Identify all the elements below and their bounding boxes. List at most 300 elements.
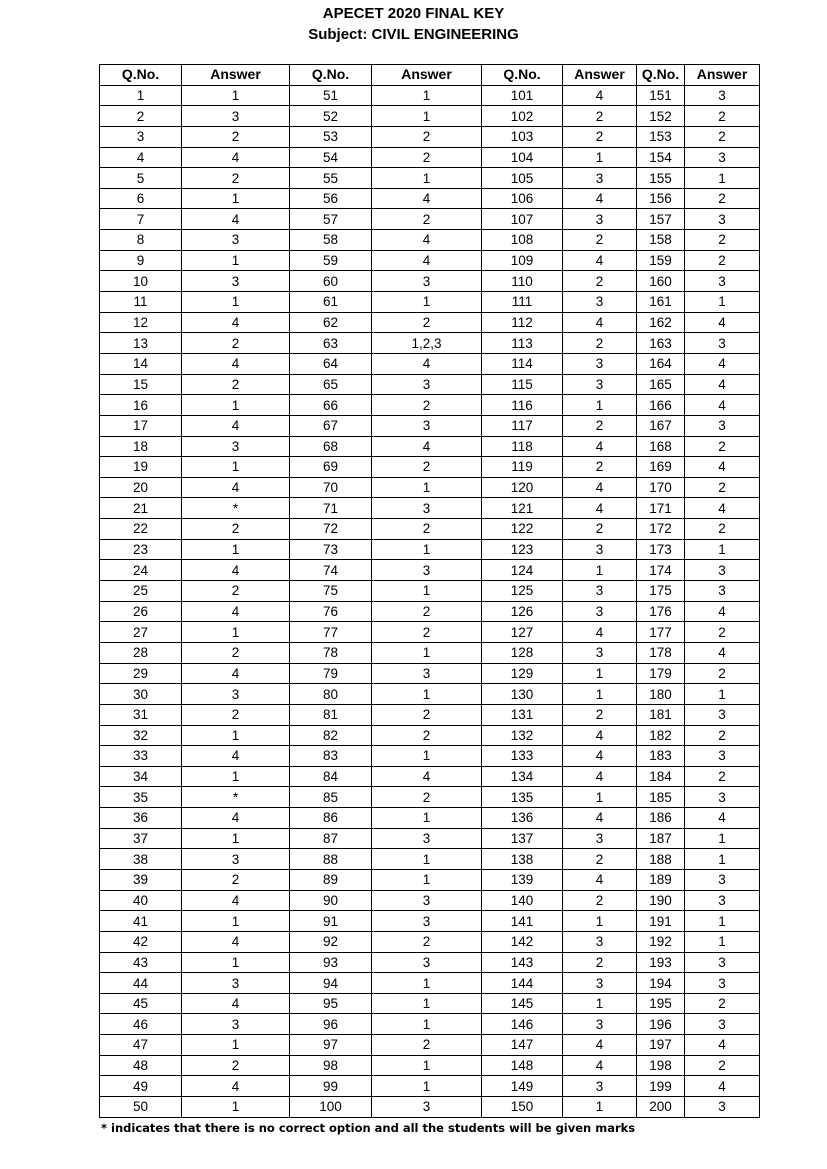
question-number-cell: 75 bbox=[290, 581, 372, 602]
answer-cell: 3 bbox=[182, 849, 290, 870]
answer-cell: 4 bbox=[685, 1035, 760, 1056]
answer-cell: 3 bbox=[372, 415, 482, 436]
question-number-cell: 152 bbox=[637, 106, 685, 127]
answer-cell: 1 bbox=[182, 952, 290, 973]
answer-cell: 4 bbox=[685, 1076, 760, 1097]
question-number-cell: 58 bbox=[290, 230, 372, 251]
answer-cell: 4 bbox=[182, 209, 290, 230]
question-number-cell: 37 bbox=[100, 828, 182, 849]
answer-cell: 1,2,3 bbox=[372, 333, 482, 354]
question-number-cell: 92 bbox=[290, 931, 372, 952]
answer-cell: 2 bbox=[685, 993, 760, 1014]
answer-cell: 3 bbox=[685, 560, 760, 581]
answer-cell: 2 bbox=[182, 1055, 290, 1076]
question-number-cell: 47 bbox=[100, 1035, 182, 1056]
answer-cell: 1 bbox=[372, 292, 482, 313]
answer-cell: 1 bbox=[372, 1076, 482, 1097]
answer-key-body bbox=[100, 85, 760, 1117]
answer-cell: 2 bbox=[685, 766, 760, 787]
question-number-cell: 80 bbox=[290, 684, 372, 705]
question-number-cell: 192 bbox=[637, 931, 685, 952]
question-number-cell: 31 bbox=[100, 704, 182, 725]
question-number-cell: 182 bbox=[637, 725, 685, 746]
answer-cell: 2 bbox=[372, 457, 482, 478]
question-number-cell: 186 bbox=[637, 808, 685, 829]
table-row bbox=[100, 684, 760, 705]
question-number-cell: 125 bbox=[482, 581, 563, 602]
answer-cell: 1 bbox=[563, 147, 637, 168]
answer-cell: 1 bbox=[182, 766, 290, 787]
question-number-cell: 118 bbox=[482, 436, 563, 457]
question-number-cell: 181 bbox=[637, 704, 685, 725]
answer-cell: 1 bbox=[685, 911, 760, 932]
answer-cell: 2 bbox=[563, 230, 637, 251]
table-row bbox=[100, 1097, 760, 1118]
answer-cell: 1 bbox=[372, 106, 482, 127]
question-number-cell: 129 bbox=[482, 663, 563, 684]
question-number-cell: 44 bbox=[100, 973, 182, 994]
table-row bbox=[100, 1035, 760, 1056]
answer-cell: 2 bbox=[685, 188, 760, 209]
answer-cell: 1 bbox=[563, 787, 637, 808]
table-row bbox=[100, 808, 760, 829]
answer-cell: 1 bbox=[182, 457, 290, 478]
question-number-cell: 145 bbox=[482, 993, 563, 1014]
answer-cell: 2 bbox=[372, 209, 482, 230]
answer-cell: 1 bbox=[372, 85, 482, 106]
answer-cell: 1 bbox=[563, 684, 637, 705]
question-number-cell: 180 bbox=[637, 684, 685, 705]
answer-cell: 1 bbox=[182, 395, 290, 416]
question-number-cell: 131 bbox=[482, 704, 563, 725]
answer-cell: 3 bbox=[685, 209, 760, 230]
question-number-cell: 113 bbox=[482, 333, 563, 354]
answer-cell: 3 bbox=[563, 292, 637, 313]
table-row bbox=[100, 292, 760, 313]
answer-cell: 4 bbox=[563, 746, 637, 767]
answer-cell: 3 bbox=[563, 601, 637, 622]
question-number-cell: 35 bbox=[100, 787, 182, 808]
question-number-cell: 167 bbox=[637, 415, 685, 436]
answer-cell: 4 bbox=[372, 250, 482, 271]
answer-cell: 1 bbox=[182, 539, 290, 560]
question-number-cell: 2 bbox=[100, 106, 182, 127]
table-row bbox=[100, 168, 760, 189]
question-number-cell: 43 bbox=[100, 952, 182, 973]
answer-cell: 4 bbox=[182, 993, 290, 1014]
question-number-cell: 124 bbox=[482, 560, 563, 581]
question-number-cell: 45 bbox=[100, 993, 182, 1014]
answer-cell: 3 bbox=[372, 911, 482, 932]
question-number-cell: 81 bbox=[290, 704, 372, 725]
answer-cell: 2 bbox=[563, 271, 637, 292]
question-number-cell: 144 bbox=[482, 973, 563, 994]
answer-cell: 2 bbox=[182, 704, 290, 725]
table-row bbox=[100, 353, 760, 374]
question-number-cell: 183 bbox=[637, 746, 685, 767]
answer-cell: 4 bbox=[563, 622, 637, 643]
answer-cell: 4 bbox=[685, 457, 760, 478]
answer-cell: 4 bbox=[372, 230, 482, 251]
question-number-cell: 97 bbox=[290, 1035, 372, 1056]
answer-cell: 3 bbox=[563, 973, 637, 994]
answer-cell: 2 bbox=[563, 457, 637, 478]
answer-cell: 4 bbox=[563, 1035, 637, 1056]
table-row bbox=[100, 746, 760, 767]
question-number-cell: 51 bbox=[290, 85, 372, 106]
question-number-cell: 105 bbox=[482, 168, 563, 189]
question-number-cell: 66 bbox=[290, 395, 372, 416]
question-number-cell: 177 bbox=[637, 622, 685, 643]
answer-cell: 2 bbox=[685, 725, 760, 746]
answer-cell: 1 bbox=[372, 849, 482, 870]
question-number-cell: 154 bbox=[637, 147, 685, 168]
question-number-cell: 14 bbox=[100, 353, 182, 374]
answer-cell: 3 bbox=[685, 333, 760, 354]
table-row bbox=[100, 498, 760, 519]
table-row bbox=[100, 271, 760, 292]
question-number-cell: 140 bbox=[482, 890, 563, 911]
question-number-cell: 65 bbox=[290, 374, 372, 395]
question-number-cell: 96 bbox=[290, 1014, 372, 1035]
question-number-cell: 74 bbox=[290, 560, 372, 581]
table-row bbox=[100, 188, 760, 209]
table-row bbox=[100, 519, 760, 540]
question-number-cell: 61 bbox=[290, 292, 372, 313]
question-number-cell: 198 bbox=[637, 1055, 685, 1076]
question-number-cell: 136 bbox=[482, 808, 563, 829]
answer-cell: 3 bbox=[563, 209, 637, 230]
answer-cell: 2 bbox=[563, 106, 637, 127]
question-number-cell: 187 bbox=[637, 828, 685, 849]
question-number-cell: 135 bbox=[482, 787, 563, 808]
answer-cell: 4 bbox=[182, 890, 290, 911]
answer-cell: 2 bbox=[563, 890, 637, 911]
question-number-cell: 85 bbox=[290, 787, 372, 808]
question-number-cell: 123 bbox=[482, 539, 563, 560]
table-row bbox=[100, 931, 760, 952]
table-row bbox=[100, 601, 760, 622]
table-row bbox=[100, 106, 760, 127]
answer-cell: 4 bbox=[563, 312, 637, 333]
answer-cell: 4 bbox=[182, 312, 290, 333]
table-row bbox=[100, 374, 760, 395]
answer-cell: 2 bbox=[685, 477, 760, 498]
column-header-qno: Q.No. bbox=[100, 65, 182, 86]
question-number-cell: 60 bbox=[290, 271, 372, 292]
question-number-cell: 134 bbox=[482, 766, 563, 787]
question-number-cell: 163 bbox=[637, 333, 685, 354]
answer-cell: 4 bbox=[563, 436, 637, 457]
question-number-cell: 165 bbox=[637, 374, 685, 395]
table-row bbox=[100, 849, 760, 870]
table-row bbox=[100, 126, 760, 147]
answer-cell: 3 bbox=[563, 353, 637, 374]
answer-cell: 3 bbox=[685, 704, 760, 725]
question-number-cell: 63 bbox=[290, 333, 372, 354]
answer-cell: 3 bbox=[563, 1076, 637, 1097]
question-number-cell: 17 bbox=[100, 415, 182, 436]
answer-cell: 1 bbox=[372, 869, 482, 890]
answer-cell: 4 bbox=[182, 931, 290, 952]
question-number-cell: 49 bbox=[100, 1076, 182, 1097]
answer-cell: 2 bbox=[372, 725, 482, 746]
question-number-cell: 111 bbox=[482, 292, 563, 313]
question-number-cell: 112 bbox=[482, 312, 563, 333]
question-number-cell: 139 bbox=[482, 869, 563, 890]
question-number-cell: 9 bbox=[100, 250, 182, 271]
answer-cell: 4 bbox=[182, 147, 290, 168]
answer-cell: 2 bbox=[372, 931, 482, 952]
question-number-cell: 107 bbox=[482, 209, 563, 230]
answer-cell: 4 bbox=[182, 560, 290, 581]
table-row bbox=[100, 581, 760, 602]
answer-cell: 3 bbox=[685, 746, 760, 767]
column-header-answer: Answer bbox=[372, 65, 482, 86]
answer-cell: 3 bbox=[563, 931, 637, 952]
answer-cell: 2 bbox=[372, 312, 482, 333]
table-row bbox=[100, 539, 760, 560]
table-row bbox=[100, 415, 760, 436]
answer-cell: 1 bbox=[182, 828, 290, 849]
question-number-cell: 132 bbox=[482, 725, 563, 746]
document-title: APECET 2020 FINAL KEY bbox=[322, 5, 505, 22]
answer-cell: 3 bbox=[182, 684, 290, 705]
table-row bbox=[100, 250, 760, 271]
question-number-cell: 148 bbox=[482, 1055, 563, 1076]
question-number-cell: 120 bbox=[482, 477, 563, 498]
answer-cell: 1 bbox=[685, 539, 760, 560]
question-number-cell: 117 bbox=[482, 415, 563, 436]
answer-cell: 2 bbox=[372, 622, 482, 643]
question-number-cell: 172 bbox=[637, 519, 685, 540]
answer-cell: 4 bbox=[182, 808, 290, 829]
table-row bbox=[100, 457, 760, 478]
answer-cell: 1 bbox=[372, 993, 482, 1014]
answer-cell: 2 bbox=[685, 663, 760, 684]
answer-cell: 1 bbox=[563, 663, 637, 684]
question-number-cell: 166 bbox=[637, 395, 685, 416]
answer-cell: 3 bbox=[182, 106, 290, 127]
answer-cell: 4 bbox=[182, 353, 290, 374]
answer-cell: 3 bbox=[563, 1014, 637, 1035]
question-number-cell: 76 bbox=[290, 601, 372, 622]
answer-cell: 1 bbox=[685, 828, 760, 849]
answer-cell: 3 bbox=[563, 374, 637, 395]
table-row bbox=[100, 436, 760, 457]
table-row bbox=[100, 787, 760, 808]
column-header-answer: Answer bbox=[685, 65, 760, 86]
answer-cell: 2 bbox=[685, 106, 760, 127]
table-row bbox=[100, 230, 760, 251]
question-number-cell: 126 bbox=[482, 601, 563, 622]
answer-cell: 2 bbox=[182, 374, 290, 395]
question-number-cell: 4 bbox=[100, 147, 182, 168]
answer-cell: 3 bbox=[685, 787, 760, 808]
answer-cell: 3 bbox=[182, 973, 290, 994]
answer-cell: 2 bbox=[182, 642, 290, 663]
answer-cell: 4 bbox=[685, 374, 760, 395]
answer-cell: 2 bbox=[182, 869, 290, 890]
question-number-cell: 104 bbox=[482, 147, 563, 168]
answer-cell: 4 bbox=[182, 746, 290, 767]
question-number-cell: 119 bbox=[482, 457, 563, 478]
answer-cell: 1 bbox=[372, 1014, 482, 1035]
answer-cell: 2 bbox=[685, 622, 760, 643]
question-number-cell: 29 bbox=[100, 663, 182, 684]
answer-cell: 1 bbox=[372, 477, 482, 498]
answer-cell: 2 bbox=[685, 1055, 760, 1076]
question-number-cell: 158 bbox=[637, 230, 685, 251]
question-number-cell: 159 bbox=[637, 250, 685, 271]
question-number-cell: 54 bbox=[290, 147, 372, 168]
question-number-cell: 33 bbox=[100, 746, 182, 767]
column-header-qno: Q.No. bbox=[290, 65, 372, 86]
answer-cell: 4 bbox=[372, 188, 482, 209]
answer-cell: * bbox=[182, 498, 290, 519]
answer-cell: 4 bbox=[563, 498, 637, 519]
question-number-cell: 69 bbox=[290, 457, 372, 478]
answer-cell: 2 bbox=[182, 168, 290, 189]
answer-cell: 3 bbox=[563, 539, 637, 560]
question-number-cell: 102 bbox=[482, 106, 563, 127]
question-number-cell: 168 bbox=[637, 436, 685, 457]
question-number-cell: 1 bbox=[100, 85, 182, 106]
question-number-cell: 106 bbox=[482, 188, 563, 209]
question-number-cell: 23 bbox=[100, 539, 182, 560]
question-number-cell: 95 bbox=[290, 993, 372, 1014]
answer-cell: 4 bbox=[563, 250, 637, 271]
document-header bbox=[0, 3, 827, 45]
question-number-cell: 32 bbox=[100, 725, 182, 746]
answer-cell: 1 bbox=[182, 911, 290, 932]
answer-cell: 3 bbox=[563, 642, 637, 663]
table-row bbox=[100, 725, 760, 746]
question-number-cell: 28 bbox=[100, 642, 182, 663]
table-row bbox=[100, 663, 760, 684]
answer-cell: 3 bbox=[685, 890, 760, 911]
question-number-cell: 116 bbox=[482, 395, 563, 416]
answer-cell: 3 bbox=[372, 890, 482, 911]
answer-cell: 4 bbox=[563, 808, 637, 829]
question-number-cell: 71 bbox=[290, 498, 372, 519]
question-number-cell: 26 bbox=[100, 601, 182, 622]
question-number-cell: 137 bbox=[482, 828, 563, 849]
answer-cell: 2 bbox=[182, 581, 290, 602]
table-row bbox=[100, 560, 760, 581]
answer-cell: 3 bbox=[563, 581, 637, 602]
question-number-cell: 10 bbox=[100, 271, 182, 292]
answer-cell: 3 bbox=[182, 230, 290, 251]
answer-cell: 2 bbox=[685, 250, 760, 271]
answer-cell: 2 bbox=[563, 333, 637, 354]
column-header-qno: Q.No. bbox=[637, 65, 685, 86]
answer-cell: 3 bbox=[372, 952, 482, 973]
subject-title: Subject: CIVIL ENGINEERING bbox=[308, 26, 519, 43]
question-number-cell: 42 bbox=[100, 931, 182, 952]
answer-cell: 2 bbox=[563, 415, 637, 436]
question-number-cell: 86 bbox=[290, 808, 372, 829]
question-number-cell: 57 bbox=[290, 209, 372, 230]
table-row bbox=[100, 890, 760, 911]
answer-cell: 1 bbox=[182, 85, 290, 106]
question-number-cell: 109 bbox=[482, 250, 563, 271]
question-number-cell: 73 bbox=[290, 539, 372, 560]
answer-cell: 2 bbox=[372, 147, 482, 168]
table-row bbox=[100, 1014, 760, 1035]
answer-cell: 3 bbox=[372, 271, 482, 292]
question-number-cell: 22 bbox=[100, 519, 182, 540]
question-number-cell: 127 bbox=[482, 622, 563, 643]
answer-cell: 1 bbox=[685, 684, 760, 705]
question-number-cell: 20 bbox=[100, 477, 182, 498]
question-number-cell: 176 bbox=[637, 601, 685, 622]
table-row bbox=[100, 952, 760, 973]
answer-cell: 4 bbox=[372, 766, 482, 787]
answer-cell: 4 bbox=[685, 642, 760, 663]
answer-cell: 2 bbox=[563, 952, 637, 973]
answer-cell: 4 bbox=[372, 436, 482, 457]
question-number-cell: 93 bbox=[290, 952, 372, 973]
answer-cell: 2 bbox=[372, 126, 482, 147]
answer-cell: 1 bbox=[563, 993, 637, 1014]
table-row bbox=[100, 1076, 760, 1097]
question-number-cell: 89 bbox=[290, 869, 372, 890]
question-number-cell: 84 bbox=[290, 766, 372, 787]
answer-cell: 1 bbox=[182, 1035, 290, 1056]
question-number-cell: 194 bbox=[637, 973, 685, 994]
question-number-cell: 108 bbox=[482, 230, 563, 251]
answer-cell: 3 bbox=[685, 271, 760, 292]
answer-cell: * bbox=[182, 787, 290, 808]
question-number-cell: 52 bbox=[290, 106, 372, 127]
question-number-cell: 149 bbox=[482, 1076, 563, 1097]
question-number-cell: 164 bbox=[637, 353, 685, 374]
question-number-cell: 68 bbox=[290, 436, 372, 457]
question-number-cell: 99 bbox=[290, 1076, 372, 1097]
answer-cell: 1 bbox=[182, 1097, 290, 1118]
question-number-cell: 62 bbox=[290, 312, 372, 333]
question-number-cell: 147 bbox=[482, 1035, 563, 1056]
question-number-cell: 138 bbox=[482, 849, 563, 870]
table-row bbox=[100, 828, 760, 849]
answer-key-table bbox=[99, 64, 760, 1118]
answer-cell: 3 bbox=[372, 663, 482, 684]
question-number-cell: 162 bbox=[637, 312, 685, 333]
question-number-cell: 79 bbox=[290, 663, 372, 684]
answer-cell: 4 bbox=[563, 188, 637, 209]
question-number-cell: 15 bbox=[100, 374, 182, 395]
question-number-cell: 160 bbox=[637, 271, 685, 292]
question-number-cell: 64 bbox=[290, 353, 372, 374]
question-number-cell: 53 bbox=[290, 126, 372, 147]
answer-cell: 2 bbox=[372, 787, 482, 808]
answer-cell: 3 bbox=[182, 271, 290, 292]
question-number-cell: 59 bbox=[290, 250, 372, 271]
table-header-row bbox=[100, 65, 760, 86]
question-number-cell: 78 bbox=[290, 642, 372, 663]
answer-cell: 2 bbox=[372, 519, 482, 540]
question-number-cell: 70 bbox=[290, 477, 372, 498]
question-number-cell: 146 bbox=[482, 1014, 563, 1035]
answer-cell: 1 bbox=[182, 188, 290, 209]
table-row bbox=[100, 973, 760, 994]
answer-cell: 1 bbox=[372, 973, 482, 994]
column-header-answer: Answer bbox=[563, 65, 637, 86]
question-number-cell: 150 bbox=[482, 1097, 563, 1118]
answer-cell: 1 bbox=[685, 168, 760, 189]
question-number-cell: 200 bbox=[637, 1097, 685, 1118]
